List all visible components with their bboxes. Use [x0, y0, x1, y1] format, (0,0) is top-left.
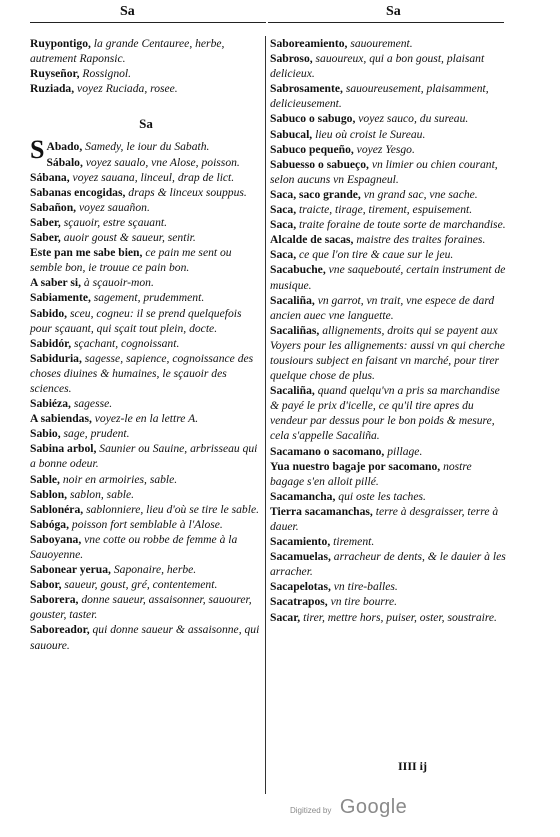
- headword: Sabiduria,: [30, 351, 82, 365]
- definition: sauoureusement, plaisamment, delicieusement.: [270, 82, 489, 111]
- headword: A sabiendas,: [30, 412, 92, 426]
- definition: voyez-le en la lettre A.: [94, 412, 199, 426]
- watermark: [290, 796, 407, 819]
- definition: voyez Yesgo.: [356, 142, 415, 156]
- definition: vn garrot, vn trait, vne espece de dard ancien auec vne languette.: [270, 293, 495, 322]
- header-rule-left: [30, 22, 266, 23]
- definition: sablon, sable.: [69, 487, 135, 501]
- dictionary-entry: [30, 622, 262, 652]
- headword: Saber,: [30, 215, 61, 229]
- definition: ce pain me sent ou semble bon, ie trouue ce pain bon.: [30, 246, 232, 275]
- headword: Ruyseñor,: [30, 67, 80, 81]
- definition: nostre bagage s'en alloit pillé.: [270, 459, 472, 488]
- signature-mark: IIII ij: [398, 759, 428, 773]
- dictionary-entry: [270, 549, 506, 579]
- dictionary-entry: [30, 81, 262, 96]
- definition: voyez sauana, linceul, drap de lict.: [72, 170, 235, 184]
- dictionary-entry: [30, 245, 262, 275]
- headword: A saber si,: [30, 276, 81, 290]
- headword: Saca,: [270, 248, 297, 262]
- definition: à sçauoir-mon.: [83, 276, 154, 290]
- left-column: [30, 36, 262, 653]
- dictionary-entry: [30, 200, 262, 215]
- dictionary-entry: [270, 36, 506, 51]
- headword: Sablon,: [30, 487, 68, 501]
- headword: Sacaliñas,: [270, 323, 320, 337]
- definition: tirer, mettre hors, puiser, oster, soustraire.: [303, 610, 497, 624]
- right-entries: [270, 36, 506, 625]
- headword: Sabor,: [30, 578, 62, 592]
- definition: vne cotte ou robbe de femme à la Sauoyenne.: [30, 532, 238, 561]
- dictionary-entry: [30, 577, 262, 592]
- dictionary-entry: [30, 185, 262, 200]
- definition: voyez sauco, du sureau.: [358, 112, 469, 126]
- definition: sceu, cogneu: il se prend quelquefois pour sçauant, qui sçait tout plein, docte.: [30, 306, 242, 335]
- headword: Sacaliña,: [270, 293, 315, 307]
- dictionary-entry: [30, 441, 262, 471]
- headword: Sacar,: [270, 610, 301, 624]
- dictionary-entry: [30, 562, 262, 577]
- watermark-logo: Google: [339, 796, 408, 818]
- dictionary-entry: [30, 396, 262, 411]
- dictionary-entry: [270, 594, 506, 609]
- dictionary-entry: [270, 459, 506, 489]
- headword: Este pan me sabe bien,: [30, 246, 143, 260]
- definition: lieu où croist le Sureau.: [315, 127, 426, 141]
- section-heading: Sa: [139, 116, 153, 132]
- definition: Samedy, le iour du Sabath.: [85, 140, 210, 154]
- headword: Tierra sacamanchas,: [270, 504, 373, 518]
- definition: sagesse, sapience, cognoissance des choses diuines & humaines, le sçauoir des sciences.: [30, 351, 254, 395]
- headword: Saboreador,: [30, 623, 90, 637]
- definition: donne saueur, assaisonner, sauourer, gouster, taster.: [30, 593, 252, 622]
- watermark-small: Digitized by: [290, 806, 332, 815]
- definition: allignements, droits qui se payent aux Voyers pour les allignements: aussi vn qui cherche tousiours subject en faisant vn marché, pour tirer quelque chose de plus.: [270, 323, 505, 383]
- headword: Sabiamente,: [30, 291, 91, 305]
- dictionary-entry: [30, 472, 262, 487]
- dictionary-entry: [30, 487, 262, 502]
- headword: Sacamano o sacomano,: [270, 444, 385, 458]
- headword: Sabanas encogidas,: [30, 185, 126, 199]
- dictionary-entry: [270, 142, 506, 157]
- dictionary-entry: [270, 534, 506, 549]
- definition: saueur, goust, gré, contentement.: [64, 578, 218, 592]
- dictionary-entry: [30, 426, 262, 441]
- headword: Sacaliña,: [270, 384, 315, 398]
- definition: auoir goust & saueur, sentir.: [63, 231, 196, 245]
- definition: sçauoir, estre sçauant.: [63, 215, 167, 229]
- dictionary-entry: [270, 187, 506, 202]
- definition: vne saquebouté, certain instrument de musique.: [270, 263, 506, 292]
- definition: Saunier ou Sauine, arbrisseau qui a bonne odeur.: [30, 442, 258, 471]
- headword: Sacamiento,: [270, 535, 331, 549]
- dictionary-entry: [30, 230, 262, 245]
- headword: Sabidór,: [30, 336, 72, 350]
- dictionary-entry: [270, 247, 506, 262]
- headword: Saboyana,: [30, 532, 82, 546]
- dictionary-entry: [30, 66, 262, 81]
- definition: traicte, tirage, tirement, espuisement.: [299, 203, 473, 217]
- left-main-entries: [30, 135, 262, 652]
- dictionary-entry: [30, 170, 262, 185]
- headword: Sacabuche,: [270, 263, 326, 277]
- definition: pillage.: [387, 444, 423, 458]
- dictionary-entry: [270, 323, 506, 383]
- dictionary-entry: [30, 290, 262, 305]
- definition: vn grand sac, vne sache.: [363, 187, 478, 201]
- dictionary-entry: [270, 262, 506, 292]
- dictionary-entry: [270, 217, 506, 232]
- headword: Sabio,: [30, 427, 61, 441]
- headword: Sacamuelas,: [270, 550, 331, 564]
- headword: Sabiéza,: [30, 397, 71, 411]
- definition: sablonniere, lieu d'où se tire le sable.: [86, 502, 259, 516]
- definition: traite foraine de toute sorte de marchandise.: [299, 218, 506, 232]
- definition: qui oste les taches.: [338, 489, 426, 503]
- definition: ce que l'on tire & caue sur le jeu.: [299, 248, 454, 262]
- dictionary-entry: [270, 383, 506, 443]
- definition: vn tire-balles.: [333, 580, 398, 594]
- definition: vn limier ou chien courant, selon aucuns vn Espagneul.: [270, 157, 498, 186]
- headword: Sabuesso o sabueço,: [270, 157, 369, 171]
- definition: vn tire bourre.: [330, 595, 397, 609]
- definition: draps & linceux souppus.: [128, 185, 247, 199]
- headword: Saboreamiento,: [270, 37, 348, 50]
- headword: Yua nuestro bagaje por sacomano,: [270, 459, 441, 473]
- headword: Sábalo,: [46, 155, 83, 169]
- headword: Sabonear yerua,: [30, 563, 111, 577]
- dictionary-entry: [270, 157, 506, 187]
- dictionary-entry: [30, 155, 262, 170]
- headword: Sacatrapos,: [270, 595, 328, 609]
- running-head-left: Sa: [120, 4, 135, 19]
- definition: voyez sauañon.: [79, 200, 150, 214]
- dictionary-entry: [30, 532, 262, 562]
- headword: Saca,: [270, 203, 297, 217]
- definition: poisson fort semblable à l'Alose.: [71, 517, 223, 531]
- dictionary-entry: [30, 411, 262, 426]
- column-divider: [265, 36, 266, 794]
- headword: Sabrosamente,: [270, 82, 343, 96]
- dictionary-entry: [270, 202, 506, 217]
- definition: sagesse.: [73, 397, 113, 411]
- definition: sauourement.: [350, 37, 413, 50]
- headword: Sabañon,: [30, 200, 77, 214]
- dictionary-entry: [270, 293, 506, 323]
- headword: Sabido,: [30, 306, 68, 320]
- headword: Sacamancha,: [270, 489, 336, 503]
- definition: Rossignol.: [82, 67, 132, 81]
- dictionary-entry: [30, 502, 262, 517]
- dictionary-entry: [30, 306, 262, 336]
- headword: Sabuco pequeño,: [270, 142, 354, 156]
- headword: Saca,: [270, 218, 297, 232]
- definition: sagement, prudemment.: [93, 291, 205, 305]
- header-rule-right: [268, 22, 504, 23]
- definition: voyez Ruciada, rosee.: [77, 82, 178, 96]
- running-head-right: Sa: [386, 4, 401, 19]
- right-column: [270, 36, 506, 625]
- definition: sage, prudent.: [63, 427, 130, 441]
- dictionary-entry: [30, 36, 262, 66]
- definition: quand quelqu'vn a pris sa marchandise & payé le prix d'icelle, ce qu'il tire apres du vendeur par dessus pour le bon poids & mesure, cela s'appelle Sacaliña.: [270, 384, 500, 443]
- definition: la grande Centauree, herbe, autrement Raponsic.: [30, 37, 225, 66]
- headword: Alcalde de sacas,: [270, 233, 354, 247]
- definition: arracheur de dents, & le dauier à les arracher.: [270, 550, 506, 579]
- headword: SAbado,: [30, 135, 83, 165]
- left-top-entries: [30, 36, 262, 96]
- dictionary-entry: [270, 81, 506, 111]
- definition: voyez saualo, vne Alose, poisson.: [85, 155, 240, 169]
- dictionary-entry: [270, 111, 506, 126]
- headword: Ruypontigo,: [30, 37, 91, 50]
- dictionary-entry: [30, 275, 262, 290]
- headword: Sabuco o sabugo,: [270, 112, 356, 126]
- headword: Sabina arbol,: [30, 442, 97, 456]
- headword: Sacapelotas,: [270, 580, 331, 594]
- headword: Sabroso,: [270, 52, 313, 66]
- headword: Saca, saco grande,: [270, 187, 361, 201]
- headword: Saborera,: [30, 593, 79, 607]
- definition: sçachant, cognoissant.: [74, 336, 180, 350]
- headword: Saber,: [30, 231, 61, 245]
- dictionary-entry: [30, 336, 262, 351]
- dictionary-entry: [270, 489, 506, 504]
- definition: noir en armoiries, sable.: [62, 472, 178, 486]
- headword: Sabóga,: [30, 517, 69, 531]
- definition: qui donne saueur & assaisonne, qui sauoure.: [30, 623, 260, 652]
- headword: Ruziada,: [30, 82, 75, 96]
- dictionary-entry: [270, 504, 506, 534]
- definition: Saponaire, herbe.: [113, 563, 197, 577]
- definition: maistre des traites foraines.: [356, 233, 486, 247]
- definition: terre à desgraisser, terre à dauer.: [270, 504, 499, 533]
- dictionary-entry: [270, 127, 506, 142]
- dictionary-entry: [30, 517, 262, 532]
- dictionary-entry: [30, 215, 262, 230]
- dictionary-entry: [270, 579, 506, 594]
- dictionary-entry: [270, 444, 506, 459]
- headword: Sábana,: [30, 170, 70, 184]
- dictionary-entry: [270, 51, 506, 81]
- definition: tirement.: [333, 535, 375, 549]
- dictionary-entry: [270, 610, 506, 625]
- dictionary-entry: [30, 351, 262, 396]
- dictionary-entry: [270, 232, 506, 247]
- headword: Sable,: [30, 472, 60, 486]
- headword: Sablonéra,: [30, 502, 84, 516]
- headword: Sabucal,: [270, 127, 313, 141]
- dictionary-entry: [30, 592, 262, 622]
- definition: sauoureux, qui a bon goust, plaisant delicieux.: [270, 52, 485, 81]
